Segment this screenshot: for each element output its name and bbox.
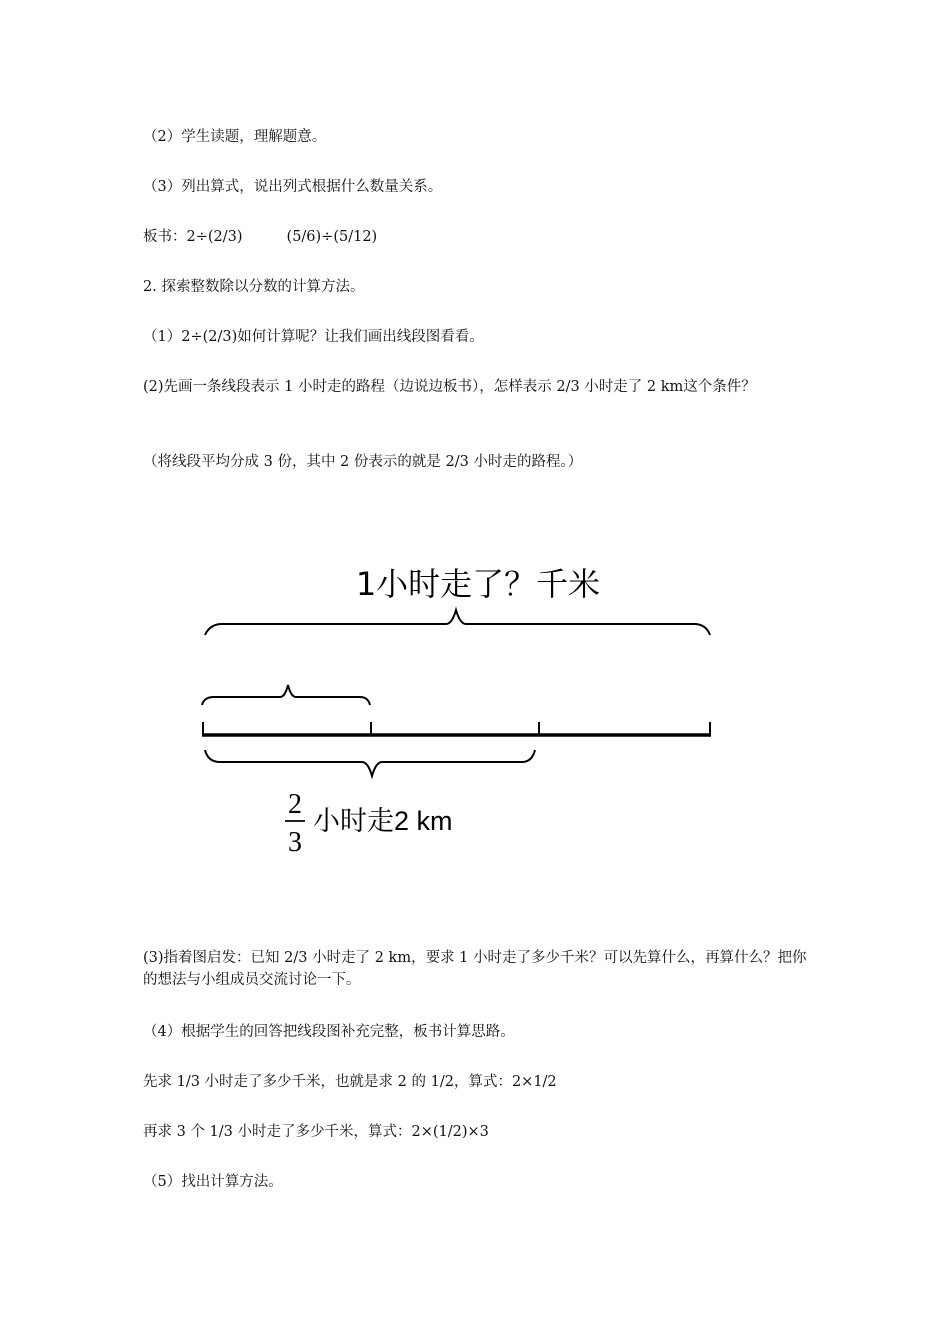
whole-hour-brace [205, 610, 710, 635]
paragraph-board-writing [143, 227, 377, 247]
diagram-top-label: 1小时走了？千米 [355, 565, 601, 603]
fraction-denominator: 3 [288, 827, 302, 858]
paragraph-first-step: 先求 1/3 小时走了多少千米，也就是求 2 的 1/2，算式：2×1/2 [143, 1074, 557, 1090]
line-segment-diagram [0, 540, 950, 870]
paragraph-divide-segment: （将线段平均分成 3 份，其中 2 份表示的就是 2/3 小时走的路程。） [143, 454, 583, 470]
paragraph-draw-segment: (2)先画一条线段表示 1 小时走的路程（边说边板书），怎样表示 2/3 小时走了 2 km这个条件？ [143, 379, 756, 395]
fraction-numerator: 2 [288, 789, 302, 820]
board-expression-2: (5/6)÷(5/12) [286, 229, 378, 245]
diagram-bottom-label: 小时走2 km [313, 806, 453, 836]
section-heading-explore: 2. 探索整数除以分数的计算方法。 [143, 279, 365, 295]
two-thirds-brace [205, 750, 535, 776]
paragraph-how-to-calculate: （1）2÷(2/3)如何计算呢？让我们画出线段图看看。 [143, 329, 484, 345]
paragraph-read-question: （2）学生读题，理解题意。 [143, 129, 327, 145]
paragraph-complete-diagram: （4）根据学生的回答把线段图补充完整，板书计算思路。 [143, 1024, 515, 1040]
one-third-brace [202, 685, 370, 705]
paragraph-second-step: 再求 3 个 1/3 小时走了多少千米，算式：2×(1/2)×3 [143, 1124, 489, 1140]
paragraph-find-method: （5）找出计算方法。 [143, 1174, 283, 1190]
paragraph-write-formula: （3）列出算式，说出列式根据什么数量关系。 [143, 179, 443, 195]
paragraph-hint-question: (3)指着图启发：已知 2/3 小时走了 2 km，要求 1 小时走了多少千米？可以先算什么，再算什么？把你的想法与小组成员交流讨论一下。 [143, 950, 807, 988]
board-expression-1: 板书：2÷(2/3) [143, 229, 243, 245]
